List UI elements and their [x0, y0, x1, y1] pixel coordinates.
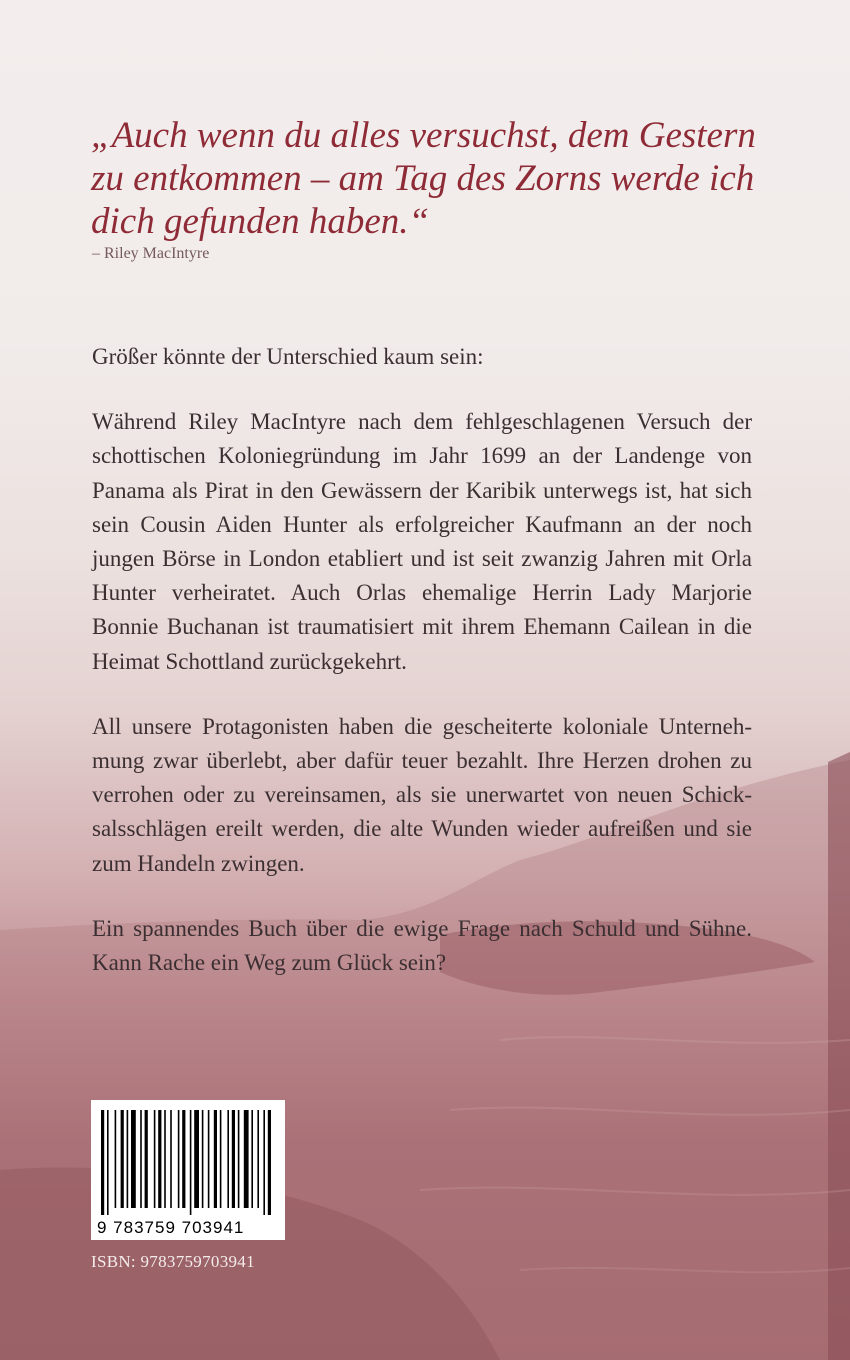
barcode-bar — [154, 1110, 156, 1208]
barcode-bar — [220, 1110, 222, 1208]
barcode-bar — [214, 1110, 217, 1208]
barcode-bar — [244, 1110, 249, 1208]
barcode-bar — [182, 1110, 185, 1208]
barcode-bar — [257, 1110, 259, 1208]
blurb — [92, 340, 752, 980]
isbn-label: ISBN: 9783759703941 — [91, 1252, 255, 1271]
quote-attribution: – Riley MacIntyre — [92, 245, 210, 262]
barcode-bar — [170, 1110, 172, 1208]
barcode-bar — [190, 1110, 192, 1215]
barcode-bar — [164, 1110, 166, 1208]
barcode-digits: 9 783759 703941 — [97, 1218, 245, 1237]
barcode-bar — [251, 1110, 253, 1208]
blurb-paragraph: Ein spannendes Buch über die ewige Frage nach Schuld und Sühne. Kann Rache ein Weg zum Glück sein? — [92, 915, 752, 976]
barcode-bars — [91, 1100, 285, 1218]
isbn-barcode — [91, 1100, 285, 1240]
barcode-bar — [208, 1110, 210, 1208]
barcode-bar — [227, 1110, 229, 1208]
barcode-bar — [194, 1110, 199, 1208]
barcode-bar — [115, 1110, 117, 1208]
tagline-quote: „Auch wenn du alles versuchst, dem Gestern zu entkommen – am Tag des Zorns werde ich dich gefunden haben.“ — [91, 115, 756, 242]
barcode-bar — [127, 1110, 129, 1208]
barcode-bar — [158, 1110, 161, 1208]
blurb-paragraph: Größer könnte der Unterschied kaum sein: — [92, 344, 484, 369]
barcode-bar — [131, 1110, 136, 1208]
barcode-bar — [145, 1110, 148, 1208]
blurb-paragraph: Während Riley MacIntyre nach dem fehlgeschlagenen Versuch der schottischen Koloniegründung im Jahr 1699 an der Landenge von Panama als Pirat in den Gewässern der Karibik unterwegs ist, hat sich sein Cousin Aiden Hunter als erfolgreicher Kaufmann an der noch jungen Börse in London etabliert und ist seit zwanzig Jahren mit Orla Hunter verheiratet. Auch Orlas ehemalige Herrin Lady Marjorie Bonnie Buchanan ist traumatisiert mit ihrem Ehemann Cailean in die Heimat Schottland zurückgekehrt. — [92, 409, 752, 674]
barcode-bar — [121, 1110, 124, 1208]
barcode-bar — [263, 1110, 265, 1215]
blurb-paragraph: All unsere Protagonisten haben die gescheiterte koloniale Unternehmung zwar überlebt, aber dafür teuer bezahlt. Ihre Herzen drohen zu verrohen oder zu vereinsamen, als sie unerwartet von neuen Schicksalsschlägen ereilt werden, die alte Wunden wieder aufreißen und sie zum Handeln zwingen. — [92, 713, 752, 876]
barcode-bar — [101, 1110, 104, 1215]
barcode-bar — [202, 1110, 204, 1208]
barcode-bar — [268, 1110, 271, 1215]
barcode-bar — [107, 1110, 109, 1215]
barcode-bar — [232, 1110, 235, 1208]
barcode-bar — [140, 1110, 142, 1208]
barcode-bar — [238, 1110, 240, 1208]
barcode-bar — [178, 1110, 180, 1208]
